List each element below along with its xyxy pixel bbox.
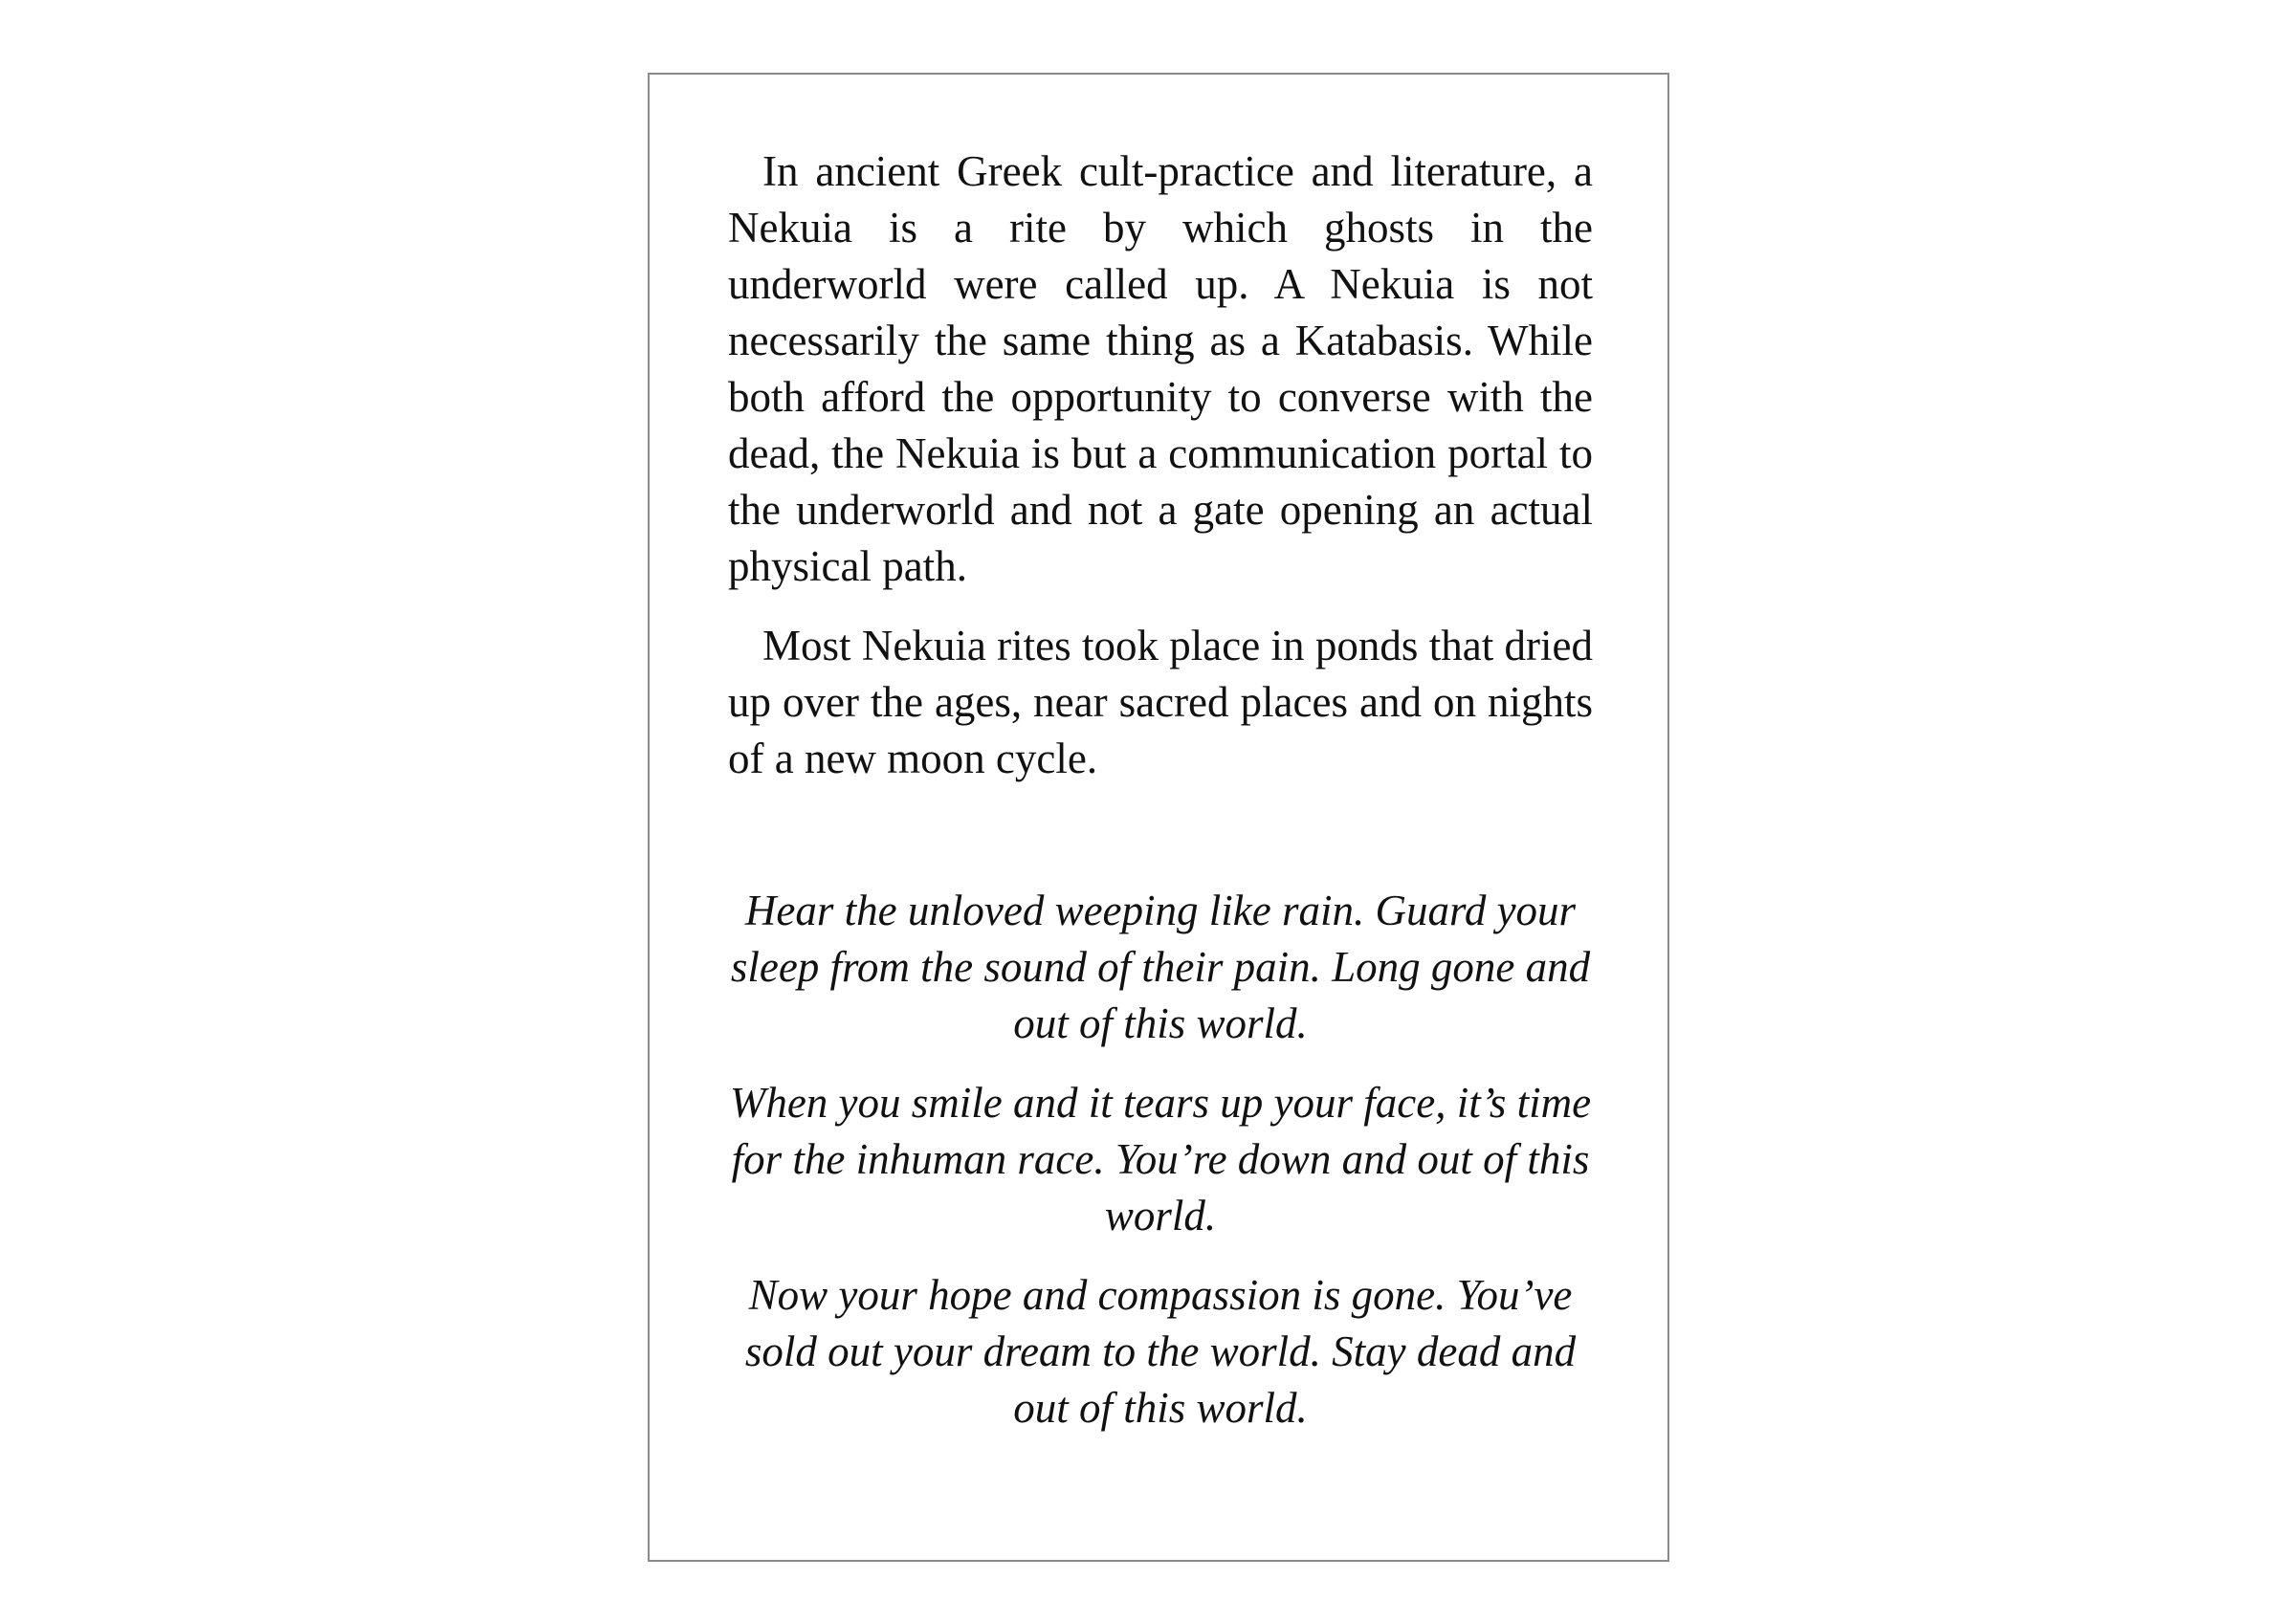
verse-section <box>728 883 1593 1437</box>
page-content <box>728 143 1593 1459</box>
prose-paragraph-1: In ancient Greek cult-practice and literature, a Nekuia is a rite by which ghosts in the underworld were called up. A Nekuia is not necessarily the same thing as a Katabasis. While both afford the opportunity to converse with the dead, the Nekuia is but a communication portal to the underworld and not a gate opening an actual physical path. <box>728 147 1593 590</box>
verse-stanza-2: When you smile and it tears up your face, it’s time for the inhuman race. You’re down and out of this world. <box>729 1079 1592 1239</box>
verse-stanza-1: Hear the unloved weeping like rain. Guard your sleep from the sound of their pain. Long gone and out of this world. <box>730 887 1591 1047</box>
prose-section <box>728 143 1593 787</box>
document-page <box>648 73 1669 1562</box>
verse-stanza-3: Now your hope and compassion is gone. You’ve sold out your dream to the world. Stay dead and out of this world. <box>744 1271 1577 1432</box>
prose-paragraph-2: Most Nekuia rites took place in ponds that dried up over the ages, near sacred places and on nights of a new moon cycle. <box>728 622 1593 782</box>
